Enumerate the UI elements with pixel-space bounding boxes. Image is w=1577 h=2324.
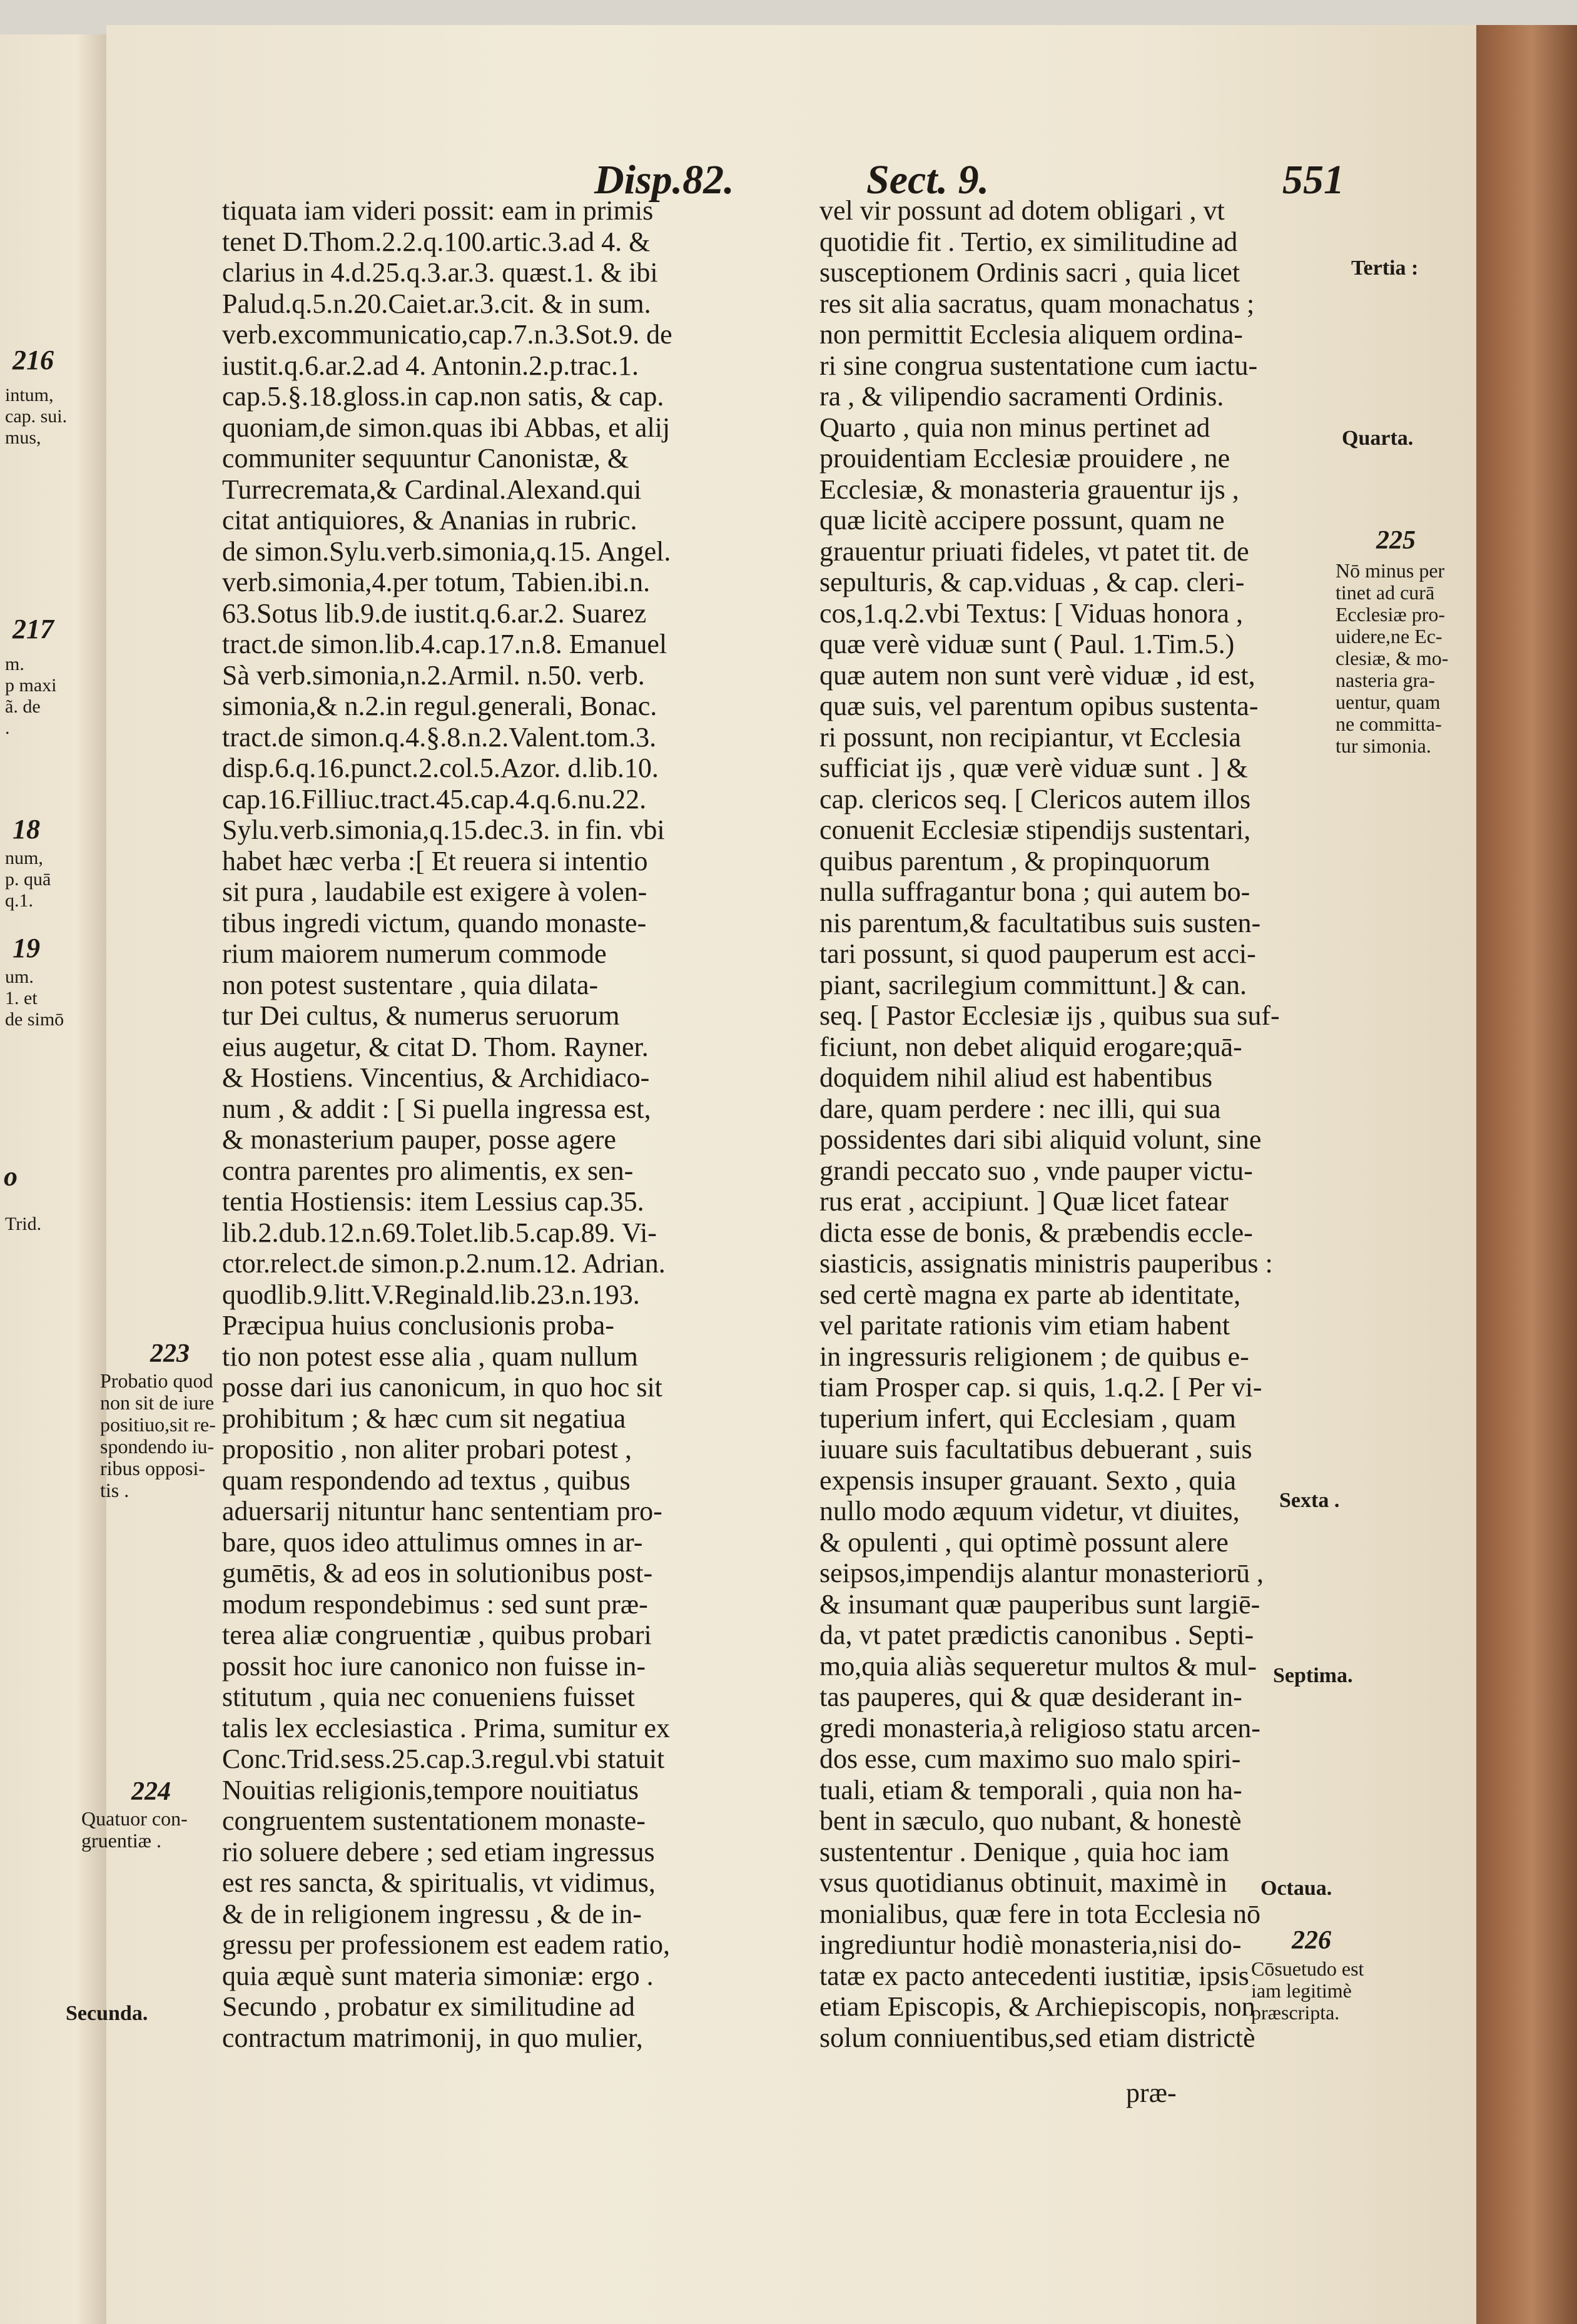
margin-note-223 <box>100 1370 216 1501</box>
prev-line: q.1. <box>5 890 33 911</box>
text-line: de simon.Sylu.verb.simonia,q.15. Angel. <box>222 535 671 567</box>
prev-page-text-217 <box>5 654 57 739</box>
margin-number-226: 226 <box>1292 1926 1331 1955</box>
text-line: modum respondebimus : sed sunt præ- <box>222 1588 648 1620</box>
text-line: congruentem sustentationem monaste- <box>222 1805 646 1836</box>
text-line: verb.excommunicatio,cap.7.n.3.Sot.9. de <box>222 319 672 350</box>
text-line: tari possunt, si quod pauperum est acci- <box>819 938 1256 969</box>
header-disputation: Disp.82. <box>594 157 734 203</box>
text-line: cap.5.§.18.gloss.in cap.non satis, & cap. <box>222 381 664 412</box>
margin-label-quarta: Quarta. <box>1342 427 1414 450</box>
text-line: bare, quos ideo attulimus omnes in ar- <box>222 1526 643 1558</box>
text-line: quæ verè viduæ sunt ( Paul. 1.Tim.5.) <box>819 629 1235 659</box>
margin-note-224 <box>81 1808 188 1852</box>
text-line: Sà verb.simonia,n.2.Armil. n.50. verb. <box>222 659 645 691</box>
text-line: tract.de simon.q.4.§.8.n.2.Valent.tom.3. <box>222 721 657 753</box>
text-line: ctor.relect.de simon.p.2.num.12. Adrian. <box>222 1248 666 1279</box>
text-line: nullo modo æquum videtur, vt diuites, <box>819 1496 1240 1526</box>
text-line: res sit alia sacratus, quam monachatus ; <box>819 288 1255 319</box>
text-line: sustententur . Denique , quia hoc iam <box>819 1836 1229 1867</box>
text-line: vsus quotidianus obtinuit, maximè in <box>819 1867 1227 1898</box>
prev-line: p. quā <box>5 869 51 890</box>
margin-label-sexta: Sexta . <box>1279 1489 1340 1512</box>
text-line: piant, sacrilegium committunt.] & can. <box>819 969 1247 1000</box>
text-line: citat antiquiores, & Ananias in rubric. <box>222 505 637 535</box>
text-line: & de in religionem ingressu , & de in- <box>222 1898 642 1929</box>
margin-note-line: Nō minus per <box>1336 559 1445 582</box>
text-line: sed certè magna ex parte ab identitate, <box>819 1279 1241 1310</box>
prev-line: cap. sui. <box>5 406 68 427</box>
book-page-edges <box>1476 25 1577 2324</box>
text-line: iuuare suis facultatibus debuerant , suis <box>819 1434 1252 1464</box>
prev-page-fragment-trid: Trid. <box>5 1214 42 1234</box>
prev-page-number-217: 217 <box>13 614 54 644</box>
text-line: cos,1.q.2.vbi Textus: [ Viduas honora , <box>819 597 1244 629</box>
margin-note-line: spondendo iu- <box>100 1435 215 1458</box>
text-line: tio non potest esse alia , quam nullum <box>222 1341 638 1372</box>
margin-number-223: 223 <box>150 1339 190 1368</box>
text-line: talis lex ecclesiastica . Prima, sumitur ex <box>222 1712 671 1743</box>
text-line: dos esse, cum maximo suo malo spiri- <box>819 1743 1241 1774</box>
text-line: clarius in 4.d.25.q.3.ar.3. quæst.1. & ibi <box>222 257 658 288</box>
prev-line: num, <box>5 848 43 868</box>
margin-note-line: iam legitimè <box>1251 1979 1352 2002</box>
text-line: Quarto , quia non minus pertinet ad <box>819 412 1210 443</box>
prev-line: mus, <box>5 427 41 448</box>
text-line: quibus parentum , & propinquorum <box>819 845 1210 876</box>
text-line: vel vir possunt ad dotem obligari , vt <box>819 195 1225 226</box>
text-line: Turrecremata,& Cardinal.Alexand.qui <box>222 474 642 505</box>
text-line: quæ autem non sunt verè viduæ , id est, <box>819 659 1255 691</box>
margin-note-line: gruentiæ . <box>81 1829 161 1852</box>
prev-page-text-216 <box>5 385 67 449</box>
prev-line: um. <box>5 967 34 987</box>
text-line: tiquata iam videri possit: eam in primis <box>222 195 654 226</box>
prev-page-fragment-o: o <box>4 1161 18 1192</box>
text-line: Sylu.verb.simonia,q.15.dec.3. in fin. vbi <box>222 814 665 845</box>
text-line: Conc.Trid.sess.25.cap.3.regul.vbi statuit <box>222 1743 665 1774</box>
margin-note-line: Ecclesiæ pro- <box>1336 603 1446 626</box>
text-line: contractum matrimonij, in quo mulier, <box>222 2022 643 2053</box>
text-line: quia æquè sunt materia simoniæ: ergo . <box>222 1960 654 1991</box>
text-line: tuperium infert, qui Ecclesiam , quam <box>819 1403 1236 1434</box>
text-line: tibus ingredi victum, quando monaste- <box>222 907 647 938</box>
page-number: 551 <box>1282 157 1344 203</box>
text-line: habet hæc verba :[ Et reuera si intentio <box>222 845 648 876</box>
text-line: conuenit Ecclesiæ stipendijs sustentari, <box>819 814 1251 845</box>
text-line: gressu per professionem est eadem ratio, <box>222 1929 670 1960</box>
text-line: gumētis, & ad eos in solutionibus post- <box>222 1558 653 1588</box>
text-line: ficiunt, non debet aliquid erogare;quā- <box>819 1031 1242 1062</box>
text-line: possit hoc iure canonico non fuisse in- <box>222 1650 646 1682</box>
text-line: non permittit Ecclesia aliquem ordina- <box>819 319 1243 350</box>
margin-label-octaua: Octaua. <box>1260 1877 1332 1900</box>
text-line: sit pura , laudabile est exigere à volen- <box>222 876 647 907</box>
text-line: dare, quam perdere : nec illi, qui sua <box>819 1093 1221 1124</box>
text-line: sufficiat ijs , quæ verè viduæ sunt . ] & <box>819 753 1248 783</box>
text-line: expensis insuper grauant. Sexto , quia <box>819 1464 1236 1496</box>
text-line: aduersarij nituntur hanc sententiam pro- <box>222 1496 662 1526</box>
text-line: quodlib.9.litt.V.Reginald.lib.23.n.193. <box>222 1279 640 1310</box>
text-line: nulla suffragantur bona ; qui autem bo- <box>819 876 1250 907</box>
text-line: ri sine congrua sustentatione cum iactu- <box>819 350 1258 381</box>
right-text-column <box>819 195 1339 2053</box>
text-line: tur Dei cultus, & numerus seruorum <box>222 1000 620 1031</box>
margin-note-line: ne committa- <box>1336 713 1442 735</box>
text-line: tenet D.Thom.2.2.q.100.artic.3.ad 4. & <box>222 226 651 257</box>
margin-note-line: Quatuor con- <box>81 1807 188 1830</box>
text-line: bent in sæculo, quo nubant, & honestè <box>819 1805 1242 1836</box>
margin-note-line: tinet ad curā <box>1336 581 1435 604</box>
text-line: mo,quia aliàs sequeretur multos & mul- <box>819 1650 1257 1682</box>
text-line: vel paritate rationis vim etiam habent <box>819 1310 1230 1341</box>
text-line: & monasterium pauper, posse agere <box>222 1124 616 1155</box>
text-line: in ingressuris religionem ; de quibus e- <box>819 1341 1249 1372</box>
margin-note-line: præscripta. <box>1251 2001 1340 2024</box>
text-line: grandi peccato suo , vnde pauper victu- <box>819 1155 1253 1186</box>
text-line: ri possunt, non recipiantur, vt Ecclesia <box>819 721 1241 753</box>
prev-line: . <box>5 718 10 738</box>
text-line: rium maiorem numerum commode <box>222 938 607 969</box>
prev-page-number-216: 216 <box>13 345 54 375</box>
text-line: prohibitum ; & hæc cum sit negatiua <box>222 1403 626 1434</box>
text-line: communiter sequuntur Canonistæ, & <box>222 443 629 474</box>
text-line: grauentur priuati fideles, vt patet tit. de <box>819 535 1249 567</box>
text-line: non potest sustentare , quia dilata- <box>222 969 599 1000</box>
margin-note-line: clesiæ, & mo- <box>1336 647 1449 669</box>
text-line: tentia Hostiensis: item Lessius cap.35. <box>222 1186 644 1217</box>
prev-line: 1. et <box>5 988 38 1008</box>
prev-page-text-218 <box>5 848 51 911</box>
text-line: quæ licitè accipere possunt, quam ne <box>819 505 1225 535</box>
text-line: verb.simonia,4.per totum, Tabien.ibi.n. <box>222 567 651 597</box>
prev-line: intum, <box>5 385 54 405</box>
text-line: disp.6.q.16.punct.2.col.5.Azor. d.lib.10. <box>222 753 659 783</box>
text-line: terea aliæ congruentiæ , quibus probari <box>222 1620 652 1650</box>
text-line: quam respondendo ad textus , quibus <box>222 1464 631 1496</box>
text-line: ra , & vilipendio sacramenti Ordinis. <box>819 381 1224 412</box>
catchword: præ- <box>1126 2078 1177 2108</box>
margin-label-septima: Septima. <box>1273 1664 1353 1687</box>
text-line: lib.2.dub.12.n.69.Tolet.lib.5.cap.89. Vi- <box>222 1217 657 1248</box>
text-line: stitutum , quia nec conueniens fuisset <box>222 1682 635 1712</box>
text-line: eius augetur, & citat D. Thom. Rayner. <box>222 1031 649 1062</box>
margin-note-line: non sit de iure <box>100 1391 215 1414</box>
text-line: ingrediuntur hodiè monasteria,nisi do- <box>819 1929 1242 1960</box>
text-line: da, vt patet prædictis canonibus . Septi- <box>819 1620 1254 1650</box>
text-line: doquidem nihil aliud est habentibus <box>819 1062 1213 1093</box>
text-line: quæ suis, vel parentum opibus sustenta- <box>819 691 1259 721</box>
text-line: siasticis, assignatis ministris pauperibus : <box>819 1248 1273 1279</box>
text-line: tract.de simon.lib.4.cap.17.n.8. Emanuel <box>222 629 667 659</box>
margin-number-224: 224 <box>131 1777 171 1806</box>
text-line: etiam Episcopis, & Archiepiscopis, non <box>819 1991 1255 2022</box>
text-line: Ecclesiæ, & monasteria grauentur ijs , <box>819 474 1239 505</box>
margin-note-line: tis . <box>100 1479 129 1501</box>
text-line: tuali, etiam & temporali , quia non ha- <box>819 1774 1242 1805</box>
margin-note-225 <box>1336 560 1448 757</box>
margin-note-line: uidere,ne Ec- <box>1336 625 1443 647</box>
prev-page-number-218: 18 <box>13 814 40 845</box>
text-line: prouidentiam Ecclesiæ prouidere , ne <box>819 443 1230 474</box>
text-line: & insumant quæ pauperibus sunt largiē- <box>819 1588 1260 1620</box>
text-line: Præcipua huius conclusionis proba- <box>222 1310 614 1341</box>
prev-line: de simō <box>5 1009 64 1030</box>
margin-note-line: Cōsuetudo est <box>1251 1957 1364 1980</box>
text-line: quoniam,de simon.quas ibi Abbas, et alij <box>222 412 671 443</box>
text-line: seq. [ Pastor Ecclesiæ ijs , quibus sua suf- <box>819 1000 1280 1031</box>
margin-note-line: positiuo,sit re- <box>100 1413 216 1436</box>
margin-number-225: 225 <box>1376 526 1416 555</box>
prev-line: p maxi <box>5 675 57 696</box>
text-line: 63.Sotus lib.9.de iustit.q.6.ar.2. Suarez <box>222 597 647 629</box>
text-line: posse dari ius canonicum, in quo hoc sit <box>222 1372 662 1403</box>
text-line: solum conniuentibus,sed etiam districtè <box>819 2022 1255 2053</box>
text-line: propositio , non aliter probari potest , <box>222 1434 632 1464</box>
text-line: & opulenti , qui optimè possunt alere <box>819 1526 1229 1558</box>
prev-line: ã. de <box>5 696 41 717</box>
margin-note-line: nasteria gra- <box>1336 669 1436 691</box>
previous-page-fragment <box>0 34 109 2324</box>
text-line: susceptionem Ordinis sacri , quia licet <box>819 257 1240 288</box>
text-line: simonia,& n.2.in regul.generali, Bonac. <box>222 691 657 721</box>
prev-page-number-219: 19 <box>13 933 40 963</box>
text-line: contra parentes pro alimentis, ex sen- <box>222 1155 634 1186</box>
text-line: & Hostiens. Vincentius, & Archidiaco- <box>222 1062 650 1093</box>
text-line: possidentes dari sibi aliquid volunt, sine <box>819 1124 1262 1155</box>
text-line: quotidie fit . Tertio, ex similitudine ad <box>819 226 1238 257</box>
text-line: iustit.q.6.ar.2.ad 4. Antonin.2.p.trac.1. <box>222 350 639 381</box>
text-line: Palud.q.5.n.20.Caiet.ar.3.cit. & in sum. <box>222 288 651 319</box>
text-line: sepulturis, & cap.viduas , & cap. cleri- <box>819 567 1245 597</box>
text-line: tatæ ex pacto antecedenti iustitiæ, ipsis <box>819 1960 1249 1991</box>
text-line: rio soluere debere ; sed etiam ingressus <box>222 1836 655 1867</box>
text-line: gredi monasteria,à religioso statu arcen- <box>819 1712 1260 1743</box>
text-line: Nouitias religionis,tempore nouitiatus <box>222 1774 639 1805</box>
margin-note-line: tur simonia. <box>1336 734 1431 757</box>
text-line: monialibus, quæ fere in tota Ecclesia nō <box>819 1898 1261 1929</box>
margin-label-secunda: Secunda. <box>66 2002 148 2025</box>
prev-line: m. <box>5 654 24 674</box>
text-line: nis parentum,& facultatibus suis susten- <box>819 907 1261 938</box>
text-line: tiam Prosper cap. si quis, 1.q.2. [ Per vi- <box>819 1372 1262 1403</box>
margin-note-line: Probatio quod <box>100 1369 213 1392</box>
text-line: tas pauperes, qui & quæ desiderant in- <box>819 1682 1242 1712</box>
text-line: dicta esse de bonis, & præbendis eccle- <box>819 1217 1253 1248</box>
prev-page-text-219 <box>5 967 64 1030</box>
text-line: cap. clericos seq. [ Clericos autem illos <box>819 783 1251 814</box>
header-section: Sect. 9. <box>866 157 990 203</box>
margin-note-line: ribus opposi- <box>100 1457 205 1479</box>
text-line: cap.16.Filliuc.tract.45.cap.4.q.6.nu.22. <box>222 783 647 814</box>
text-line: seipsos,impendijs alantur monasteriorū , <box>819 1558 1264 1588</box>
text-line: est res sancta, & spiritualis, vt vidimus, <box>222 1867 656 1898</box>
text-line: rus erat , accipiunt. ] Quæ licet fatear <box>819 1186 1229 1217</box>
margin-note-line: uentur, quam <box>1336 691 1441 713</box>
text-line: Secundo , probatur ex similitudine ad <box>222 1991 635 2022</box>
margin-note-226 <box>1251 1958 1364 2024</box>
text-line: num , & addit : [ Si puella ingressa est, <box>222 1093 651 1124</box>
left-text-column <box>222 195 791 2053</box>
margin-label-tertia: Tertia : <box>1351 256 1419 280</box>
